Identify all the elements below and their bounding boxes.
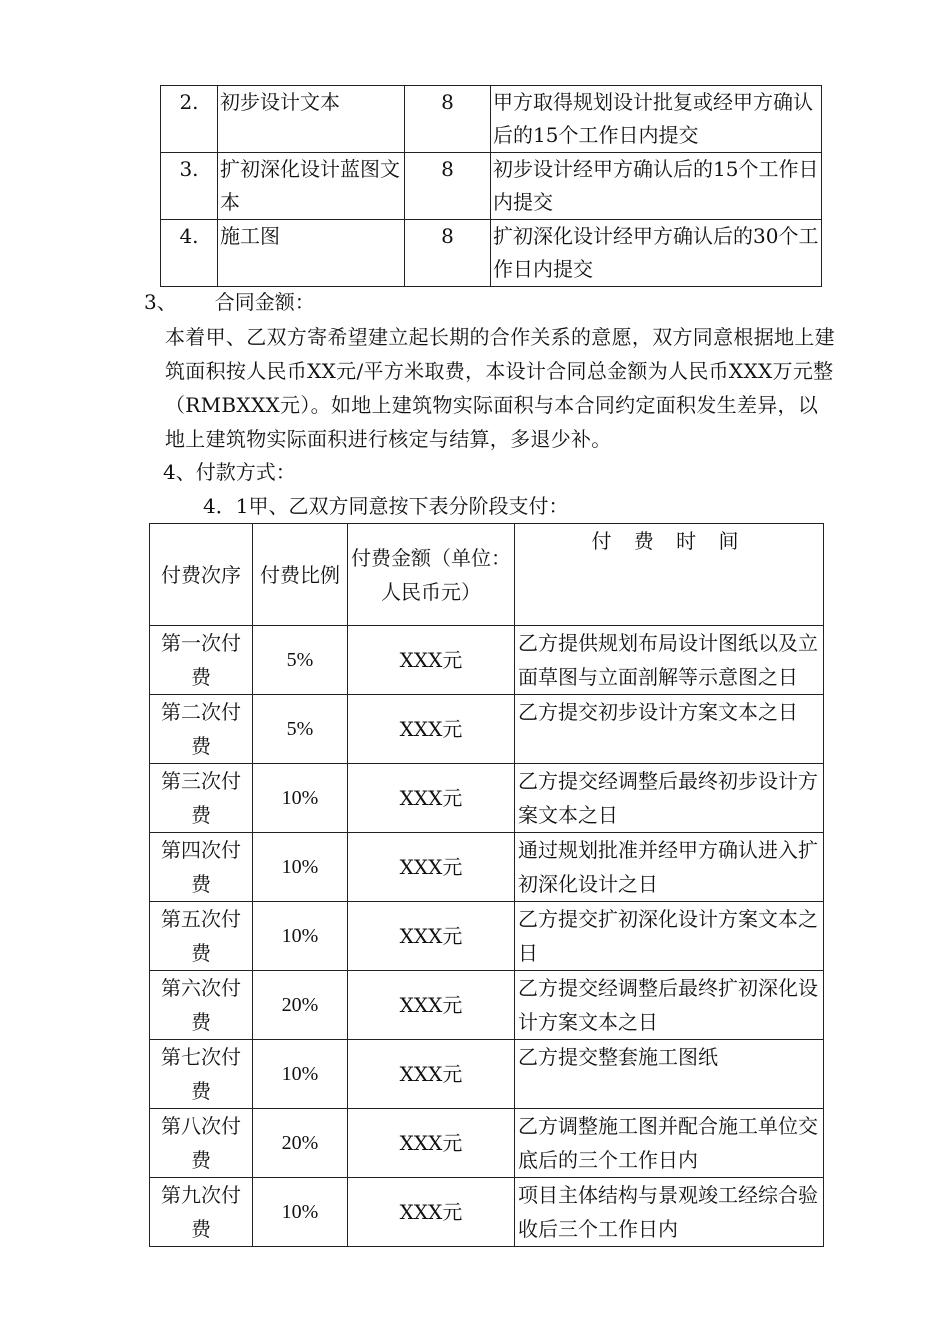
deliverable-name: 扩初深化设计蓝图文本 (218, 153, 405, 220)
payment-amount: XXX元 (348, 1109, 515, 1178)
table-row (150, 626, 824, 695)
payment-amount: XXX元 (348, 764, 515, 833)
deliverable-count: 8 (405, 220, 491, 287)
payment-time: 乙方提交扩初深化设计方案文本之日 (515, 902, 824, 971)
payment-ratio: 20% (253, 1109, 348, 1178)
section3-title: 合同金额： (214, 290, 315, 314)
deliverable-count: 8 (405, 153, 491, 220)
table-row (161, 220, 822, 287)
payment-time: 乙方提供规划布局设计图纸以及立面草图与立面剖解等示意图之日 (515, 626, 824, 695)
section4-heading: 4、付款方式： (163, 460, 296, 484)
payment-time: 乙方调整施工图并配合施工单位交底后的三个工作日内 (515, 1109, 824, 1178)
table-row (150, 833, 824, 902)
payment-amount: XXX元 (348, 626, 515, 695)
row-number: 4. (161, 220, 218, 287)
deliverable-count: 8 (405, 86, 491, 153)
payment-order: 第二次付费 (150, 695, 253, 764)
payment-ratio: 10% (253, 1040, 348, 1109)
header-ratio: 付费比例 (253, 524, 348, 626)
table-row (150, 902, 824, 971)
deliverable-name: 施工图 (218, 220, 405, 287)
section4-subheading: 4．1甲、乙双方同意按下表分阶段支付： (203, 494, 569, 518)
payment-ratio: 10% (253, 764, 348, 833)
payment-amount: XXX元 (348, 971, 515, 1040)
table-row (161, 153, 822, 220)
deliverable-note: 初步设计经甲方确认后的15个工作日内提交 (491, 153, 822, 220)
payment-order: 第六次付费 (150, 971, 253, 1040)
table-row (150, 1109, 824, 1178)
payment-time: 乙方提交经调整后最终初步设计方案文本之日 (515, 764, 824, 833)
payment-ratio: 20% (253, 971, 348, 1040)
payment-amount: XXX元 (348, 1178, 515, 1247)
payment-ratio: 5% (253, 626, 348, 695)
payment-amount: XXX元 (348, 902, 515, 971)
deliverable-name: 初步设计文本 (218, 86, 405, 153)
row-number: 2. (161, 86, 218, 153)
payment-ratio: 10% (253, 833, 348, 902)
payment-order: 第一次付费 (150, 626, 253, 695)
header-time: 付 费 时 间 (515, 524, 824, 626)
payment-ratio: 10% (253, 902, 348, 971)
payment-order: 第八次付费 (150, 1109, 253, 1178)
header-amount: 付费金额（单位：人民币元） (348, 524, 515, 626)
table-row (150, 1178, 824, 1247)
table-row (150, 764, 824, 833)
payment-ratio: 5% (253, 695, 348, 764)
payment-order: 第九次付费 (150, 1178, 253, 1247)
table-row (150, 971, 824, 1040)
deliverable-note: 甲方取得规划设计批复或经甲方确认后的15个工作日内提交 (491, 86, 822, 153)
payment-time: 乙方提交初步设计方案文本之日 (515, 695, 824, 764)
payment-order: 第三次付费 (150, 764, 253, 833)
payment-time: 乙方提交经调整后最终扩初深化设计方案文本之日 (515, 971, 824, 1040)
section3-number: 3、 (144, 290, 177, 314)
table-row (150, 1040, 824, 1109)
payment-order: 第七次付费 (150, 1040, 253, 1109)
payment-schedule-table (149, 523, 824, 1247)
section3-heading (144, 285, 315, 319)
payment-time: 乙方提交整套施工图纸 (515, 1040, 824, 1109)
payment-ratio: 10% (253, 1178, 348, 1247)
payment-time: 通过规划批准并经甲方确认进入扩初深化设计之日 (515, 833, 824, 902)
payment-order: 第五次付费 (150, 902, 253, 971)
payment-amount: XXX元 (348, 833, 515, 902)
payment-amount: XXX元 (348, 695, 515, 764)
table-header-row (150, 524, 824, 626)
payment-order: 第四次付费 (150, 833, 253, 902)
table-row (150, 695, 824, 764)
table-row (161, 86, 822, 153)
contract-amount-paragraph: 本着甲、乙双方寄希望建立起长期的合作关系的意愿，双方同意根据地上建筑面积按人民币XX元/平方米取费，本设计合同总金额为人民币XXX万元整（RMBXXX元）。如地上建筑物实际面积与本合同约定面积发生差异，以地上建筑物实际面积进行核定与结算，多退少补。 (165, 325, 835, 451)
header-order: 付费次序 (150, 524, 253, 626)
row-number: 3. (161, 153, 218, 220)
deliverable-note: 扩初深化设计经甲方确认后的30个工作日内提交 (491, 220, 822, 287)
deliverables-table (160, 85, 822, 287)
payment-amount: XXX元 (348, 1040, 515, 1109)
payment-time: 项目主体结构与景观竣工经综合验收后三个工作日内 (515, 1178, 824, 1247)
